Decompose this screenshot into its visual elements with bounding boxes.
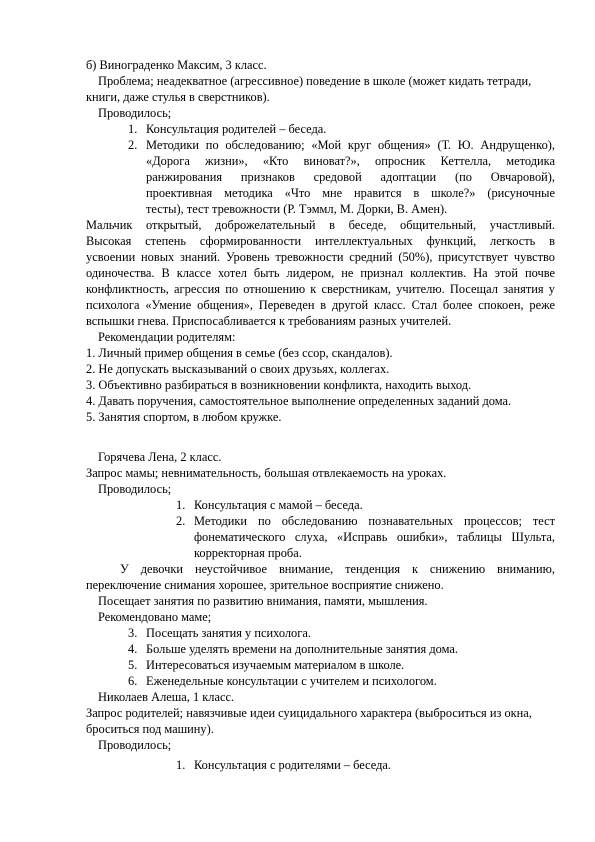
section-lena-heading: Горячева Лена, 2 класс. [98,450,222,464]
section-alyosha-heading: Николаев Алеша, 1 класс. [98,690,235,704]
section-lena-item-1 [176,497,363,513]
list-number: 1. [176,758,186,772]
list-number: 4. [128,642,138,656]
section-lena-recommended-label: Рекомендовано маме; [98,610,212,624]
section-b-item-2-line3: ранжирования признаков средовой адоптации (по Овчаровой), [146,170,555,184]
list-number: 3. [128,626,138,640]
list-number: 1. [128,122,138,136]
list-number: 2. [128,138,138,152]
section-lena-recommendation-6 [128,673,437,689]
list-number: 5. [128,658,138,672]
section-b-recommendation-1: 1. Личный пример общения в семье (без ссор, скандалов). [86,346,393,360]
list-item-text: Интересоваться изучаемым материалом в школе. [146,658,405,672]
section-b-item-2-line4: проективная методика «Что мне нравится в школе?» (рисуночные [146,186,555,200]
section-lena-item-2-line1: Методики по обследованию познавательных процессов; тест [194,514,555,528]
list-item-text: Больше уделять времени на дополнительные занятия дома. [146,642,458,656]
section-alyosha-item-1 [176,757,391,773]
section-b-recommendation-2: 2. Не допускать высказываний о своих друзьях, коллегах. [86,362,390,376]
section-b-problem-line1: Проблема; неадекватное (агрессивное) поведение в школе (может кидать тетради, [98,74,532,88]
list-number: 6. [128,674,138,688]
list-number: 2. [176,514,186,528]
list-item-text: Еженедельные консультации с учителем и психологом. [146,674,437,688]
section-b-paragraph-line4: одиночества. В классе хотел быть лидером, не признал коллектив. На этой почве [86,266,555,280]
section-b-heading: б) Винограденко Максим, 3 класс. [86,58,267,72]
section-lena-recommendation-5 [128,657,404,673]
section-b-paragraph-line5: конфликтность, агрессия по отношению к сверстникам, учителю. Посещал занятия у [86,282,555,296]
section-b-item-2-line2: «Дорога жизни», «Кто виноват?», опросник Кеттелла, методика [146,154,555,168]
section-lena-paragraph-line1: У девочки неустойчивое внимание, тенденция к снижению вниманию, [120,562,555,576]
section-b-problem-line2: книги, даже стулья в сверстников). [86,90,270,104]
section-alyosha-request-line2: броситься под машину). [86,722,214,736]
section-b-paragraph-line1: Мальчик открытый, доброжелательный в беседе, общительный, участливый. [86,218,555,232]
section-b-item-1 [128,121,326,137]
section-alyosha-request-line1: Запрос родителей; навязчивые идеи суицидального характера (выброситься из окна, [86,706,532,720]
section-b-recommendation-4: 4. Давать поручения, самостоятельное выполнение определенных заданий дома. [86,394,512,408]
section-b-item-2-line5: тесты), тест тревожности (Р. Тэммл, М. Дорки, В. Амен). [146,202,448,216]
section-b-paragraph-line3: усвоении новых знаний. Уровень тревожности средний (50%), присутствует чувство [86,250,555,264]
section-b-paragraph-line6: психолога «Умение общения», Переведен в другой класс. Стал более спокоен, реже [86,298,555,312]
list-item-text: Консультация родителей – беседа. [146,122,327,136]
section-b-item-2-line1: Методики по обследованию; «Мой круг общения» (Т. Ю. Андрущенко), [146,138,555,152]
section-lena-attended: Посещает занятия по развитию внимания, памяти, мышления. [98,594,428,608]
section-b-recommendation-5: 5. Занятия спортом, в любом кружке. [86,410,282,424]
section-b-recommendations-label: Рекомендации родителям: [98,330,236,344]
section-b-paragraph-line2: Высокая степень сформированности интеллектуальных функций, легкость в [86,234,555,248]
section-alyosha-conducted-label: Проводилось; [98,738,172,752]
list-number: 1. [176,498,186,512]
section-lena-item-2-line3: корректорная проба. [194,546,302,560]
section-lena-conducted-label: Проводилось; [98,482,172,496]
list-item-text: Консультация с родителями – беседа. [194,758,392,772]
section-lena-item-2-line2: фонематического слуха, «Исправь ошибки», таблицы Шульта, [194,530,555,544]
section-lena-recommendation-4 [128,641,458,657]
list-item-text: Консультация с мамой – беседа. [194,498,363,512]
section-lena-paragraph-line2: переключение снимания хорошее, зрительное восприятие снижено. [86,578,444,592]
section-b-recommendation-3: 3. Объективно разбираться в возникновении конфликта, находить выход. [86,378,472,392]
section-b-paragraph-line7: вспышки гнева. Приспосабливается к требованиям разных учителей. [86,314,452,328]
section-b-conducted-label: Проводилось; [98,106,172,120]
list-item-text: Посещать занятия у психолога. [146,626,311,640]
section-lena-recommendation-3 [128,625,311,641]
section-lena-request: Запрос мамы; невнимательность, большая отвлекаемость на уроках. [86,466,447,480]
